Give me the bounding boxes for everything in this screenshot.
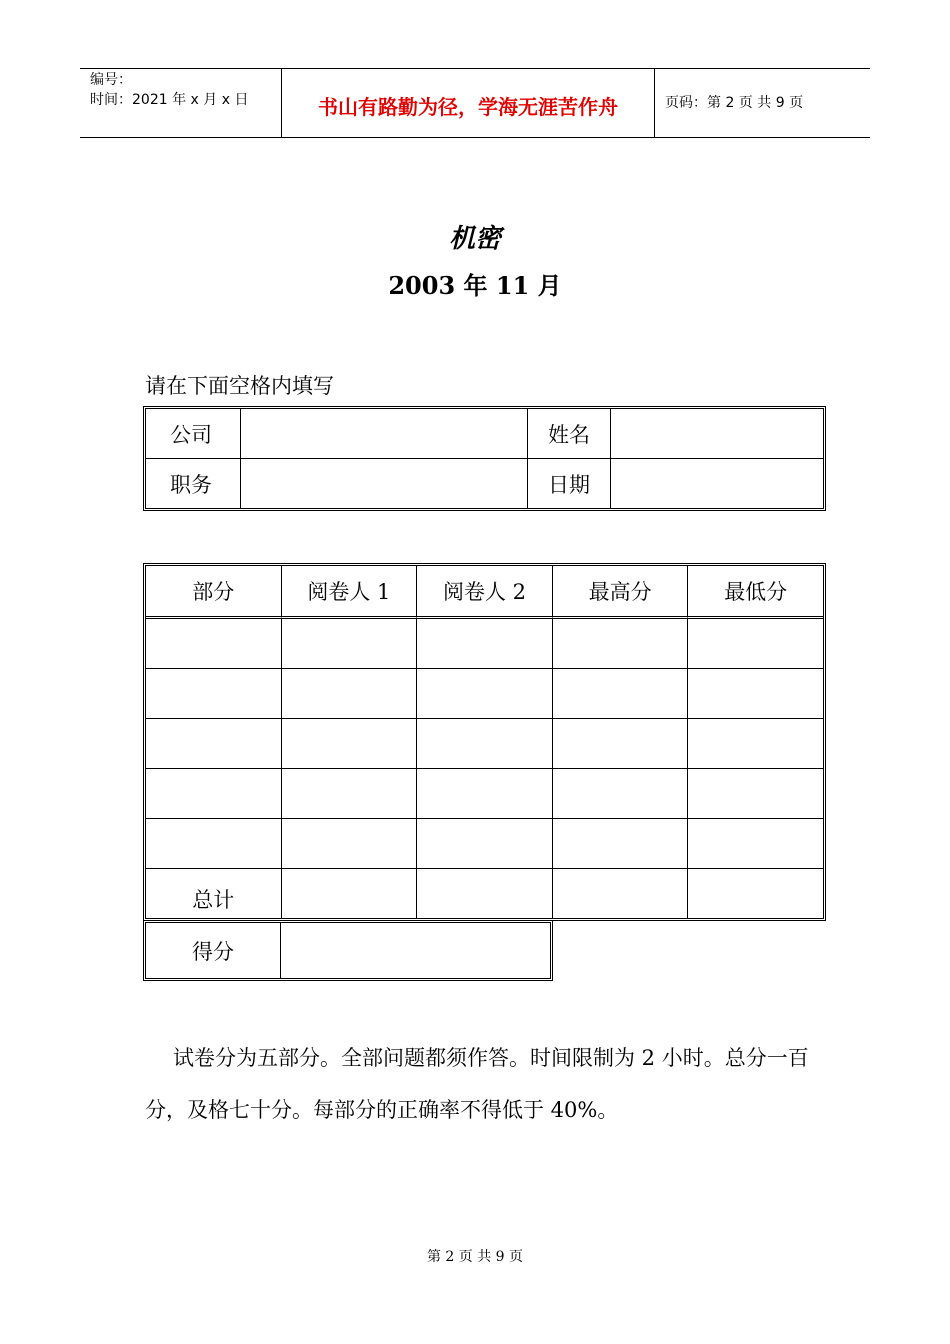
header-min-score: 最低分 <box>688 566 823 619</box>
table-row <box>146 669 823 719</box>
table-cell[interactable] <box>282 619 418 669</box>
table-cell[interactable] <box>146 719 282 769</box>
table-cell[interactable] <box>688 769 823 819</box>
header-page-cell <box>655 69 870 137</box>
page-header <box>80 68 870 138</box>
final-score-row <box>146 923 550 978</box>
confidential-title: 机密 <box>448 224 501 254</box>
exam-instructions-paragraph: 试卷分为五部分。全部问题都须作答。时间限制为 2 小时。总分一百分，及格七十分。每部分的正确率不得低于 40%。 <box>145 1046 809 1122</box>
header-grader-2: 阅卷人 2 <box>417 566 553 619</box>
name-field[interactable] <box>611 409 823 459</box>
header-motto: 书山有路勤为径，学海无涯苦作舟 <box>318 95 618 119</box>
table-cell[interactable] <box>417 869 553 918</box>
info-row <box>146 409 823 459</box>
fill-instruction: 请在下面空格内填写 <box>145 374 334 398</box>
score-table <box>143 563 826 921</box>
table-row <box>146 769 823 819</box>
document-date: 2003 年 11 月 <box>388 271 562 300</box>
table-cell[interactable] <box>282 819 418 869</box>
header-section: 部分 <box>146 566 282 619</box>
personal-info-table <box>143 406 826 511</box>
page-footer: 第 2 页 共 9 页 <box>426 1249 524 1265</box>
final-score-label: 得分 <box>146 923 281 978</box>
name-label: 姓名 <box>528 409 611 459</box>
table-row <box>146 719 823 769</box>
table-cell[interactable] <box>146 819 282 869</box>
table-row <box>146 819 823 869</box>
table-cell[interactable] <box>417 769 553 819</box>
total-label <box>146 869 282 918</box>
table-cell[interactable] <box>282 769 418 819</box>
table-cell[interactable] <box>282 719 418 769</box>
table-cell[interactable] <box>553 819 689 869</box>
header-page-number: 页码：第 2 页 共 9 页 <box>665 95 804 111</box>
table-cell[interactable] <box>553 669 689 719</box>
final-score-table <box>143 920 553 981</box>
table-cell[interactable] <box>417 669 553 719</box>
info-row <box>146 459 823 508</box>
header-meta-cell <box>80 69 280 137</box>
table-cell[interactable] <box>553 619 689 669</box>
table-cell[interactable] <box>417 719 553 769</box>
table-cell[interactable] <box>282 669 418 719</box>
table-cell[interactable] <box>688 819 823 869</box>
date-label: 日期 <box>528 459 611 508</box>
total-row <box>146 869 823 918</box>
company-field[interactable] <box>241 409 528 459</box>
table-cell[interactable] <box>553 769 689 819</box>
total-label-text: 总计 <box>192 888 235 912</box>
table-cell[interactable] <box>282 869 418 918</box>
score-table-header <box>146 566 823 619</box>
document-number-label: 编号： <box>90 72 132 88</box>
table-cell[interactable] <box>146 769 282 819</box>
table-cell[interactable] <box>553 719 689 769</box>
position-field[interactable] <box>241 459 528 508</box>
table-cell[interactable] <box>417 819 553 869</box>
company-label: 公司 <box>146 409 241 459</box>
header-motto-cell <box>281 69 655 137</box>
header-max-score: 最高分 <box>553 566 689 619</box>
final-score-field[interactable] <box>281 923 550 978</box>
table-cell[interactable] <box>688 669 823 719</box>
table-row <box>146 619 823 669</box>
table-cell[interactable] <box>146 669 282 719</box>
position-label: 职务 <box>146 459 241 508</box>
table-cell[interactable] <box>553 869 689 918</box>
header-grader-1: 阅卷人 1 <box>282 566 418 619</box>
table-cell[interactable] <box>688 869 823 918</box>
table-cell[interactable] <box>688 719 823 769</box>
document-time-label: 时间：2021 年 x 月 x 日 <box>90 92 249 108</box>
date-field[interactable] <box>611 459 823 508</box>
table-cell[interactable] <box>417 619 553 669</box>
table-cell[interactable] <box>688 619 823 669</box>
table-cell[interactable] <box>146 619 282 669</box>
